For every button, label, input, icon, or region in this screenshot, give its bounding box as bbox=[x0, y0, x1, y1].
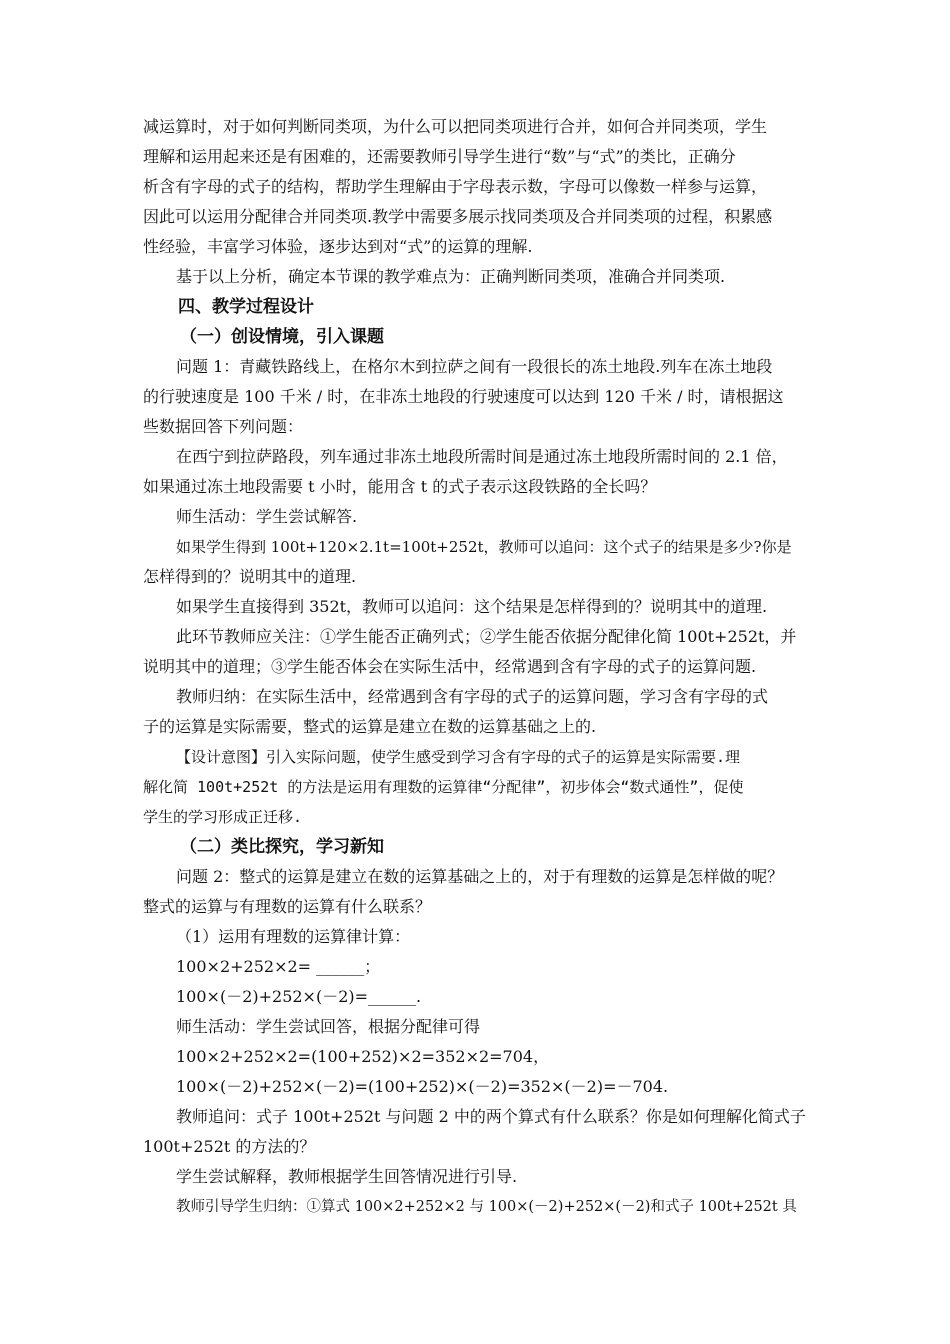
subsection-heading: （一）创设情境，引入课题 bbox=[180, 327, 384, 347]
paragraph-line: （1）运用有理数的运算律计算： bbox=[176, 927, 411, 946]
math-line: 100×2+252×2= ______； bbox=[176, 957, 381, 976]
paragraph-line: 师生活动：学生尝试回答，根据分配律可得 bbox=[176, 1017, 481, 1036]
paragraph-line: 减运算时，对于如何判断同类项，为什么可以把同类项进行合并，如何合并同类项，学生 bbox=[143, 117, 768, 136]
subsection-heading: （二）类比探究，学习新知 bbox=[180, 837, 384, 857]
design-intent-line: 【设计意图】引入实际问题，使学生感受到学习含有字母的式子的运算是实际需要.理 bbox=[176, 748, 741, 766]
paragraph-line: 析含有字母的式子的结构，帮助学生理解由于字母表示数，字母可以像数一样参与运算， bbox=[143, 177, 768, 196]
paragraph-line: 性经验，丰富学习体验，逐步达到对“式”的运算的理解. bbox=[143, 237, 533, 256]
paragraph-line: 因此可以运用分配律合并同类项.教学中需要多展示找同类项及合并同类项的过程，积累感 bbox=[143, 207, 773, 226]
section-heading: 四、教学过程设计 bbox=[178, 297, 314, 317]
paragraph-line: 整式的运算与有理数的运算有什么联系？ bbox=[143, 897, 432, 916]
paragraph-line: 如果学生直接得到 352t，教师可以追问：这个结果是怎样得到的？说明其中的道理. bbox=[176, 597, 768, 616]
paragraph-line: 问题 1：青藏铁路线上，在格尔木到拉萨之间有一段很长的冻土地段.列车在冻土地段 bbox=[176, 357, 773, 376]
paragraph-line: 100t+252t 的方法的？ bbox=[143, 1137, 316, 1156]
paragraph-line: 子的运算是实际需要，整式的运算是建立在数的运算基础之上的. bbox=[143, 717, 597, 736]
paragraph-line: 师生活动：学生尝试解答. bbox=[176, 507, 358, 526]
paragraph-line: 问题 2：整式的运算是建立在数的运算基础之上的，对于有理数的运算是怎样做的呢？ bbox=[176, 867, 784, 886]
paragraph-line: 学生尝试解释，教师根据学生回答情况进行引导. bbox=[176, 1167, 518, 1186]
paragraph-line: 此环节教师应关注：①学生能否正确列式；②学生能否依据分配律化简 100t+252t，并 bbox=[176, 627, 797, 646]
paragraph-line: 教师归纳：在实际生活中，经常遇到含有字母的式子的运算问题，学习含有字母的式 bbox=[176, 687, 769, 706]
math-line: 100×2+252×2=(100+252)×2=352×2=704， bbox=[176, 1047, 550, 1066]
math-line: 100×(－2)+252×(－2)=______. bbox=[176, 987, 422, 1006]
paragraph-line: 教师引导学生归纳：①算式 100×2+252×2 与 100×(－2)+252×(－2)和式子 100t+252t 具 bbox=[176, 1199, 797, 1215]
paragraph-line: 教师追问：式子 100t+252t 与问题 2 中的两个算式有什么联系？你是如何理解化简式子 bbox=[176, 1107, 806, 1126]
paragraph-line: 如果通过冻土地段需要 t 小时，能用含 t 的式子表示这段铁路的全长吗？ bbox=[143, 477, 657, 496]
math-line: 100×(－2)+252×(－2)=(100+252)×(－2)=352×(－2)=－704. bbox=[176, 1077, 669, 1096]
paragraph-line: 在西宁到拉萨路段，列车通过非冻土地段所需时间是通过冻土地段所需时间的 2.1 倍， bbox=[176, 447, 788, 466]
paragraph-line: 如果学生得到 100t+120×2.1t=100t+252t，教师可以追问：这个式子的结果是多少?你是 bbox=[176, 538, 792, 556]
design-intent-line: 解化简 100t+252t 的方法是运用有理数的运算律“分配律”，初步体会“数式通性”，促使 bbox=[143, 778, 744, 796]
paragraph-line: 些数据回答下列问题： bbox=[143, 417, 304, 436]
paragraph-line: 怎样得到的？说明其中的道理. bbox=[143, 567, 357, 586]
paragraph-line: 理解和运用起来还是有困难的，还需要教师引导学生进行“数”与“式”的类比，正确分 bbox=[143, 147, 736, 166]
paragraph-line: 基于以上分析，确定本节课的教学难点为：正确判断同类项，准确合并同类项. bbox=[176, 267, 726, 286]
paragraph-line: 说明其中的道理；③学生能否体会在实际生活中，经常遇到含有字母的式子的运算问题. bbox=[143, 657, 757, 676]
paragraph-line: 的行驶速度是 100 千米 / 时，在非冻土地段的行驶速度可以达到 120 千米 / 时，请根据这 bbox=[143, 387, 784, 406]
design-intent-line: 学生的学习形成正迁移. bbox=[143, 808, 303, 826]
